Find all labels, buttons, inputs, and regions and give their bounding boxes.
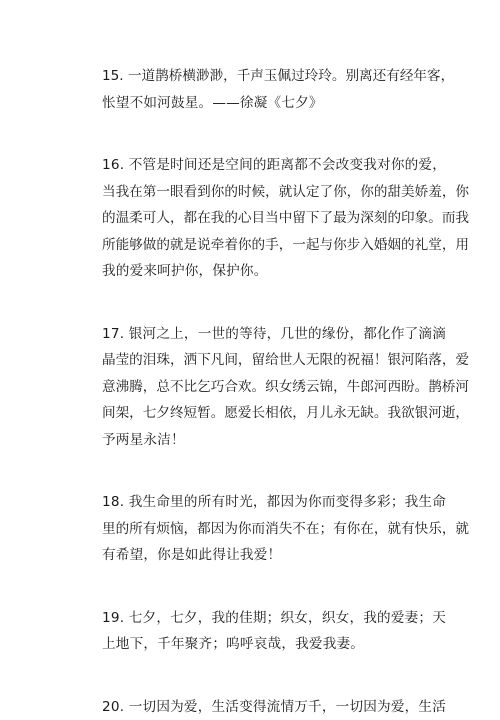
paragraph-17 — [102, 321, 422, 454]
paragraph-line: 15. 一道鹊桥横渺渺，千声玉佩过玲玲。别离还有经年客， — [102, 63, 422, 90]
paragraph-19 — [102, 605, 422, 658]
paragraph-18 — [102, 489, 422, 569]
paragraph-line: 间架，七夕终短暂。愿爱长相依，月儿永无缺。我欲银河逝， — [102, 400, 422, 427]
paragraph-line: 18. 我生命里的所有时光，都因为你而变得多彩；我生命 — [102, 489, 422, 516]
paragraph-16 — [102, 152, 422, 285]
paragraph-line: 上地下，千年聚齐；呜呼哀哉，我爱我妻。 — [102, 631, 422, 658]
paragraph-line: 晶莹的泪珠，洒下凡间，留给世人无限的祝福！银河陷落，爱 — [102, 347, 422, 374]
paragraph-line: 有希望，你是如此得让我爱！ — [102, 542, 422, 569]
paragraph-line: 怅望不如河鼓星。——徐凝《七夕》 — [102, 90, 422, 117]
paragraph-line: 17. 银河之上，一世的等待，几世的缘份，都化作了滴滴 — [102, 321, 422, 348]
paragraph-line: 予两星永洁！ — [102, 427, 422, 454]
paragraph-line: 当我在第一眼看到你的时候，就认定了你，你的甜美娇羞，你 — [102, 179, 422, 206]
paragraph-line: 所能够做的就是说牵着你的手，一起与你步入婚姻的礼堂，用 — [102, 232, 422, 259]
paragraph-20 — [102, 694, 422, 720]
paragraph-line: 我的爱来呵护你，保护你。 — [102, 258, 422, 285]
paragraph-line: 20. 一切因为爱，生活变得流情万千，一切因为爱，生活 — [102, 694, 422, 720]
paragraph-15 — [102, 63, 422, 116]
paragraph-line: 的温柔可人，都在我的心目当中留下了最为深刻的印象。而我 — [102, 205, 422, 232]
paragraph-line: 里的所有烦恼，都因为你而消失不在；有你在，就有快乐，就 — [102, 516, 422, 543]
paragraph-line: 16. 不管是时间还是空间的距离都不会改变我对你的爱， — [102, 152, 422, 179]
paragraph-line: 19. 七夕，七夕，我的佳期；织女，织女，我的爱妻；天 — [102, 605, 422, 632]
paragraph-line: 意沸腾，总不比乞巧合欢。织女绣云锦，牛郎河西盼。鹊桥河 — [102, 374, 422, 401]
